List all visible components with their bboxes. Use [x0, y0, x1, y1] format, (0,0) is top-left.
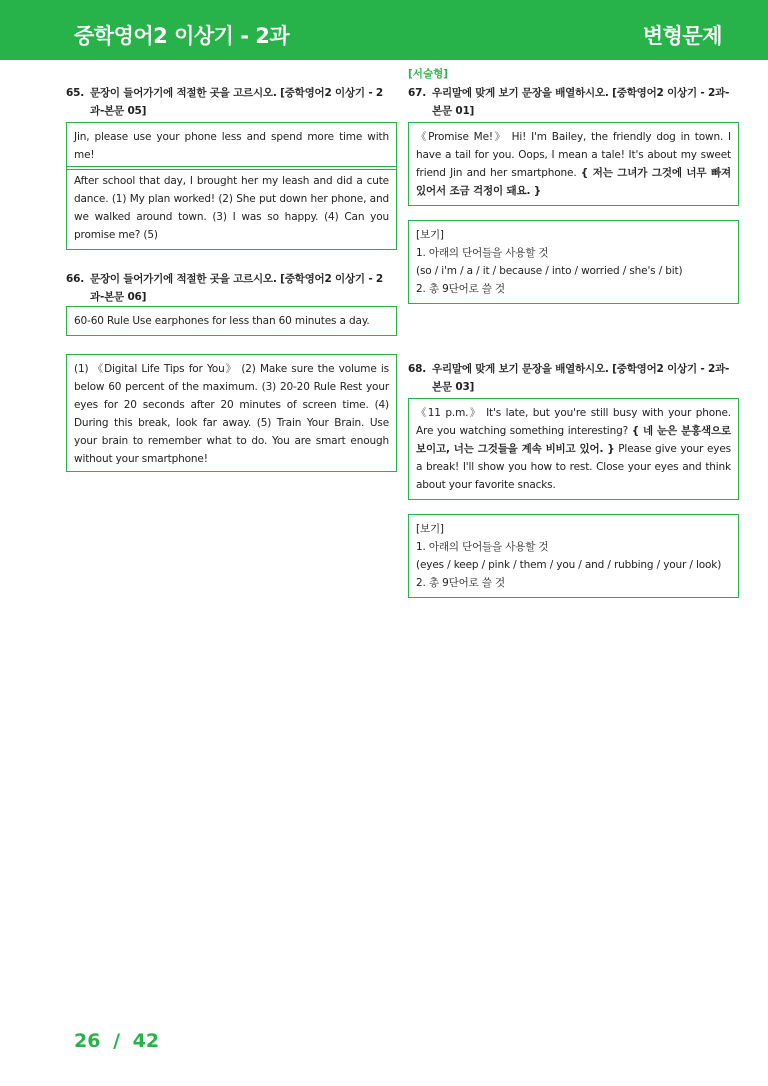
hint-words: (eyes / keep / pink / them / you / and / rubbing / your / look) [416, 559, 722, 571]
question-text: 문장이 들어가기에 적절한 곳을 고르시오. [중학영어2 이상기 - 2과-본문 05] [90, 87, 384, 117]
hint-words: (so / i'm / a / it / because / into / worried / she's / bit) [416, 265, 683, 277]
question-67-passage [408, 122, 739, 206]
question-68-hint-box [408, 514, 739, 598]
passage-korean-target: { 네 눈은 분홍색으로 보이고, 너는 그것들을 계속 비비고 있어. } [416, 425, 731, 455]
question-text: 문장이 들어가기에 적절한 곳을 고르시오. [중학영어2 이상기 - 2과-본문 06] [90, 273, 384, 303]
question-66 [66, 270, 397, 306]
question-text: 우리말에 맞게 보기 문장을 배열하시오. [중학영어2 이상기 - 2과-본문 03] [432, 363, 730, 393]
total-pages: 42 [132, 1030, 160, 1052]
hint-rule-1: 1. 아래의 단어들을 사용할 것 [416, 541, 549, 553]
question-66-passage: (1) 《Digital Life Tips for You》 (2) Make sure the volume is below 60 percent of the maximum. (3) 20-20 Rule Rest your eyes for 20 seconds after 20 minutes of screen time. (4) During this break, look far away. (5) Train Your Brain. Use your brain to remember what to do. You are smart enough without your smartphone! [66, 354, 397, 472]
question-68-prompt [408, 360, 739, 396]
question-67-hint-box [408, 220, 739, 304]
question-67-tag: [서술형] [408, 68, 449, 80]
question-66-prompt [66, 270, 397, 306]
question-65-passage: After school that day, I brought her my leash and did a cute dance. (1) My plan worked! (2) She put down her phone, and we walked around town. (3) I was so happy. (4) Can you promise me? (5) [66, 166, 397, 250]
page-separator: / [113, 1030, 121, 1052]
question-65-given-sentence: Jin, please use your phone less and spend more time with me! [66, 122, 397, 170]
question-65 [66, 84, 397, 120]
page-number [74, 1030, 159, 1052]
question-number: 68. [408, 363, 427, 375]
passage-korean-target: { 저는 그녀가 그것에 너무 빠져 있어서 조금 걱정이 돼요. } [416, 167, 731, 197]
hint-title: [보기] [416, 523, 444, 535]
question-67 [408, 67, 739, 120]
worksheet-title: 중학영어2 이상기 - 2과 [74, 24, 290, 48]
passage-text: 《Promise Me!》 Hi! I'm Bailey, the friendly dog in town. I have a tail for you. Oops, I mean a tale! It's about my sweet friend Jin and her smartphone. [416, 131, 731, 179]
hint-title: [보기] [416, 229, 444, 241]
hint-rule-2: 2. 총 9단어로 쓸 것 [416, 577, 505, 589]
page-header [0, 0, 768, 60]
question-number: 66. [66, 273, 85, 285]
current-page: 26 [74, 1030, 101, 1052]
question-number: 65. [66, 87, 85, 99]
question-66-given-sentence: 60-60 Rule Use earphones for less than 60 minutes a day. [66, 306, 397, 336]
worksheet-type: 변형문제 [642, 24, 722, 48]
question-text: 우리말에 맞게 보기 문장을 배열하시오. [중학영어2 이상기 - 2과-본문 01] [432, 87, 730, 117]
question-65-prompt [66, 84, 397, 120]
hint-rule-1: 1. 아래의 단어들을 사용할 것 [416, 247, 549, 259]
question-68 [408, 360, 739, 396]
question-67-prompt [408, 84, 739, 120]
passage-text: 《11 p.m.》 It's late, but you're still busy with your phone. Are you watching something interesting? [416, 407, 731, 437]
question-number: 67. [408, 87, 427, 99]
passage-text-after: Please give your eyes a break! I'll show you how to rest. Close your eyes and think about your favorite snacks. [416, 443, 731, 491]
hint-rule-2: 2. 총 9단어로 쓸 것 [416, 283, 505, 295]
question-68-passage [408, 398, 739, 500]
